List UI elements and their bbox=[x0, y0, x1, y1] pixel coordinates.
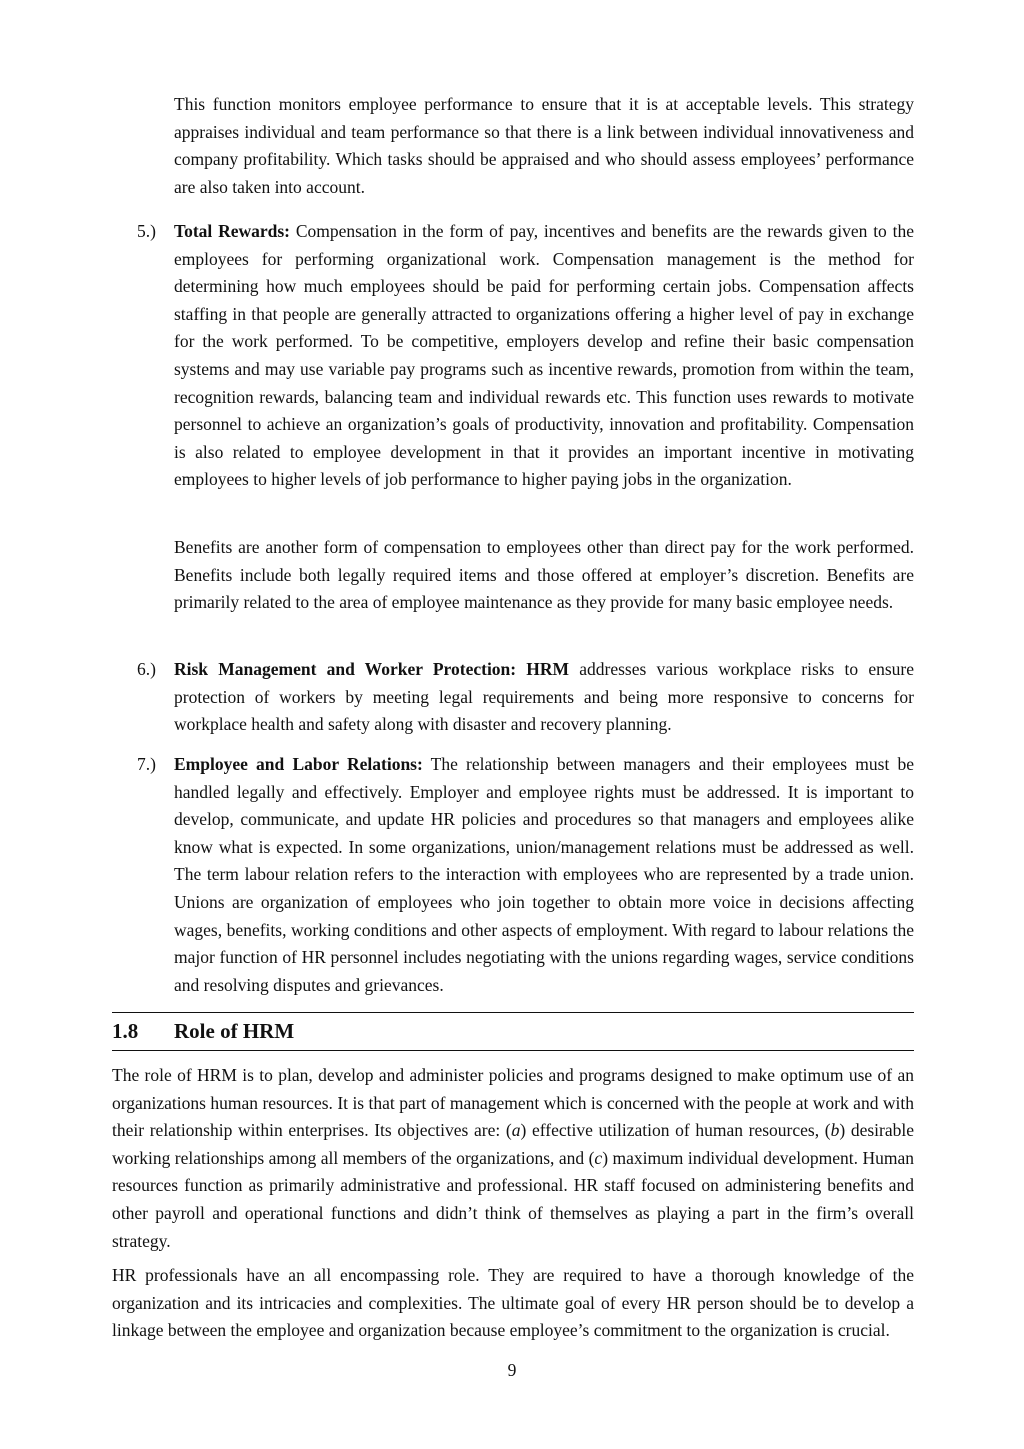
item-6-paragraph bbox=[174, 656, 914, 739]
role-letter-c: c bbox=[594, 1147, 603, 1168]
benefits-paragraph: Benefits are another form of compensation to employees other than direct pay for the work performed. Benefits include both legally required items and those offered at employer’s discretion. Benefits are primarily related to the area of employee maintenance as they provide for many basic employee needs. bbox=[174, 537, 914, 613]
role-paragraph-2: HR professionals have an all encompassing role. They are required to have a thorough knowledge of the organization and its intricacies and complexities. The ultimate goal of every HR person should be to develop a linkage between the employee and organization because employee’s commitment to the organization is crucial. bbox=[112, 1265, 914, 1341]
page-number: 9 bbox=[507, 1360, 517, 1380]
item-7-text: The relationship between managers and their employees must be handled legally and effectively. Employer and employee rights must be addressed. It is important to develop, communicate, and update HR policies and procedures so that managers and employees alike know what is expected. In some organizations, union/management relations must be addressed as well. The term labour relation refers to the interaction with employees who are represented by a trade union. Unions are organization of employees who join together to obtain more voice in decisions affecting wages, benefits, working conditions and other aspects of employment. With regard to labour relations the major function of HR personnel includes negotiating with the unions regarding wages, service conditions and resolving disputes and grievances. bbox=[174, 754, 914, 995]
item-6-title: Risk Management and Worker Protection: HRM bbox=[174, 659, 570, 679]
item-5-number: 5.) bbox=[137, 221, 156, 241]
intro-paragraph: This function monitors employee performance to ensure that it is at acceptable levels. This strategy appraises individual and team performance so that there is a link between individual innovativeness and company profitability. Which tasks should be appraised and who should assess employees’ performance are also taken into account. bbox=[174, 94, 914, 197]
role-letter-a: a bbox=[511, 1120, 521, 1141]
role-letter-b: b bbox=[830, 1120, 840, 1141]
item-5-title: Total Rewards: bbox=[174, 221, 290, 241]
item-6-number: 6.) bbox=[137, 659, 156, 679]
item-5-text: Compensation in the form of pay, incentives and benefits are the rewards given to the employees for performing organizational work. Compensation management is the method for determining how much employees should be paid for performing certain jobs. Compensation affects staffing in that people are generally attracted to organizations offering a higher level of pay in exchange for the work performed. To be competitive, employers develop and refine their basic compensation systems and may use variable pay programs such as incentive rewards, promotion from within the team, recognition rewards, balancing team and individual rewards etc. This function uses rewards to motivate personnel to achieve an organization’s goals of productivity, innovation and profitability. Compensation is also related to employee development in that it provides an important incentive in motivating employees to higher levels of job performance to higher paying jobs in the organization. bbox=[174, 221, 914, 490]
item-6-text: addresses various workplace risks to ensure protection of workers by meeting legal requirements and being more responsive to concerns for workplace health and safety along with disaster and recovery planning. bbox=[174, 659, 914, 735]
role-text-d: ) maximum individual development. Human resources function as primarily administrative and professional. HR staff focused on administering benefits and other payroll and operational functions and didn’t think of themselves as playing a part in the firm’s overall strategy. bbox=[112, 1147, 914, 1251]
section-bottom-rule bbox=[112, 1050, 914, 1051]
section-top-rule bbox=[112, 1012, 914, 1013]
role-text-a: The role of HRM is to plan, develop and administer policies and programs designed to make optimum use of an organizations human resources. It is that part of management which is concerned with the people at work and with their relationship within enterprises. Its objectives are: ( bbox=[112, 1065, 914, 1141]
item-5-paragraph bbox=[174, 218, 914, 494]
section-number: 1.8 bbox=[112, 1019, 139, 1043]
role-paragraph-1 bbox=[112, 1062, 914, 1255]
section-title: Role of HRM bbox=[174, 1019, 295, 1043]
item-7-number: 7.) bbox=[137, 754, 156, 774]
item-7-paragraph bbox=[174, 751, 914, 999]
role-text-b: ) effective utilization of human resources, ( bbox=[520, 1120, 831, 1141]
role-text-c: ) desirable working relationships among all members of the organizations, and ( bbox=[112, 1120, 914, 1168]
item-7-title: Employee and Labor Relations: bbox=[174, 754, 423, 774]
